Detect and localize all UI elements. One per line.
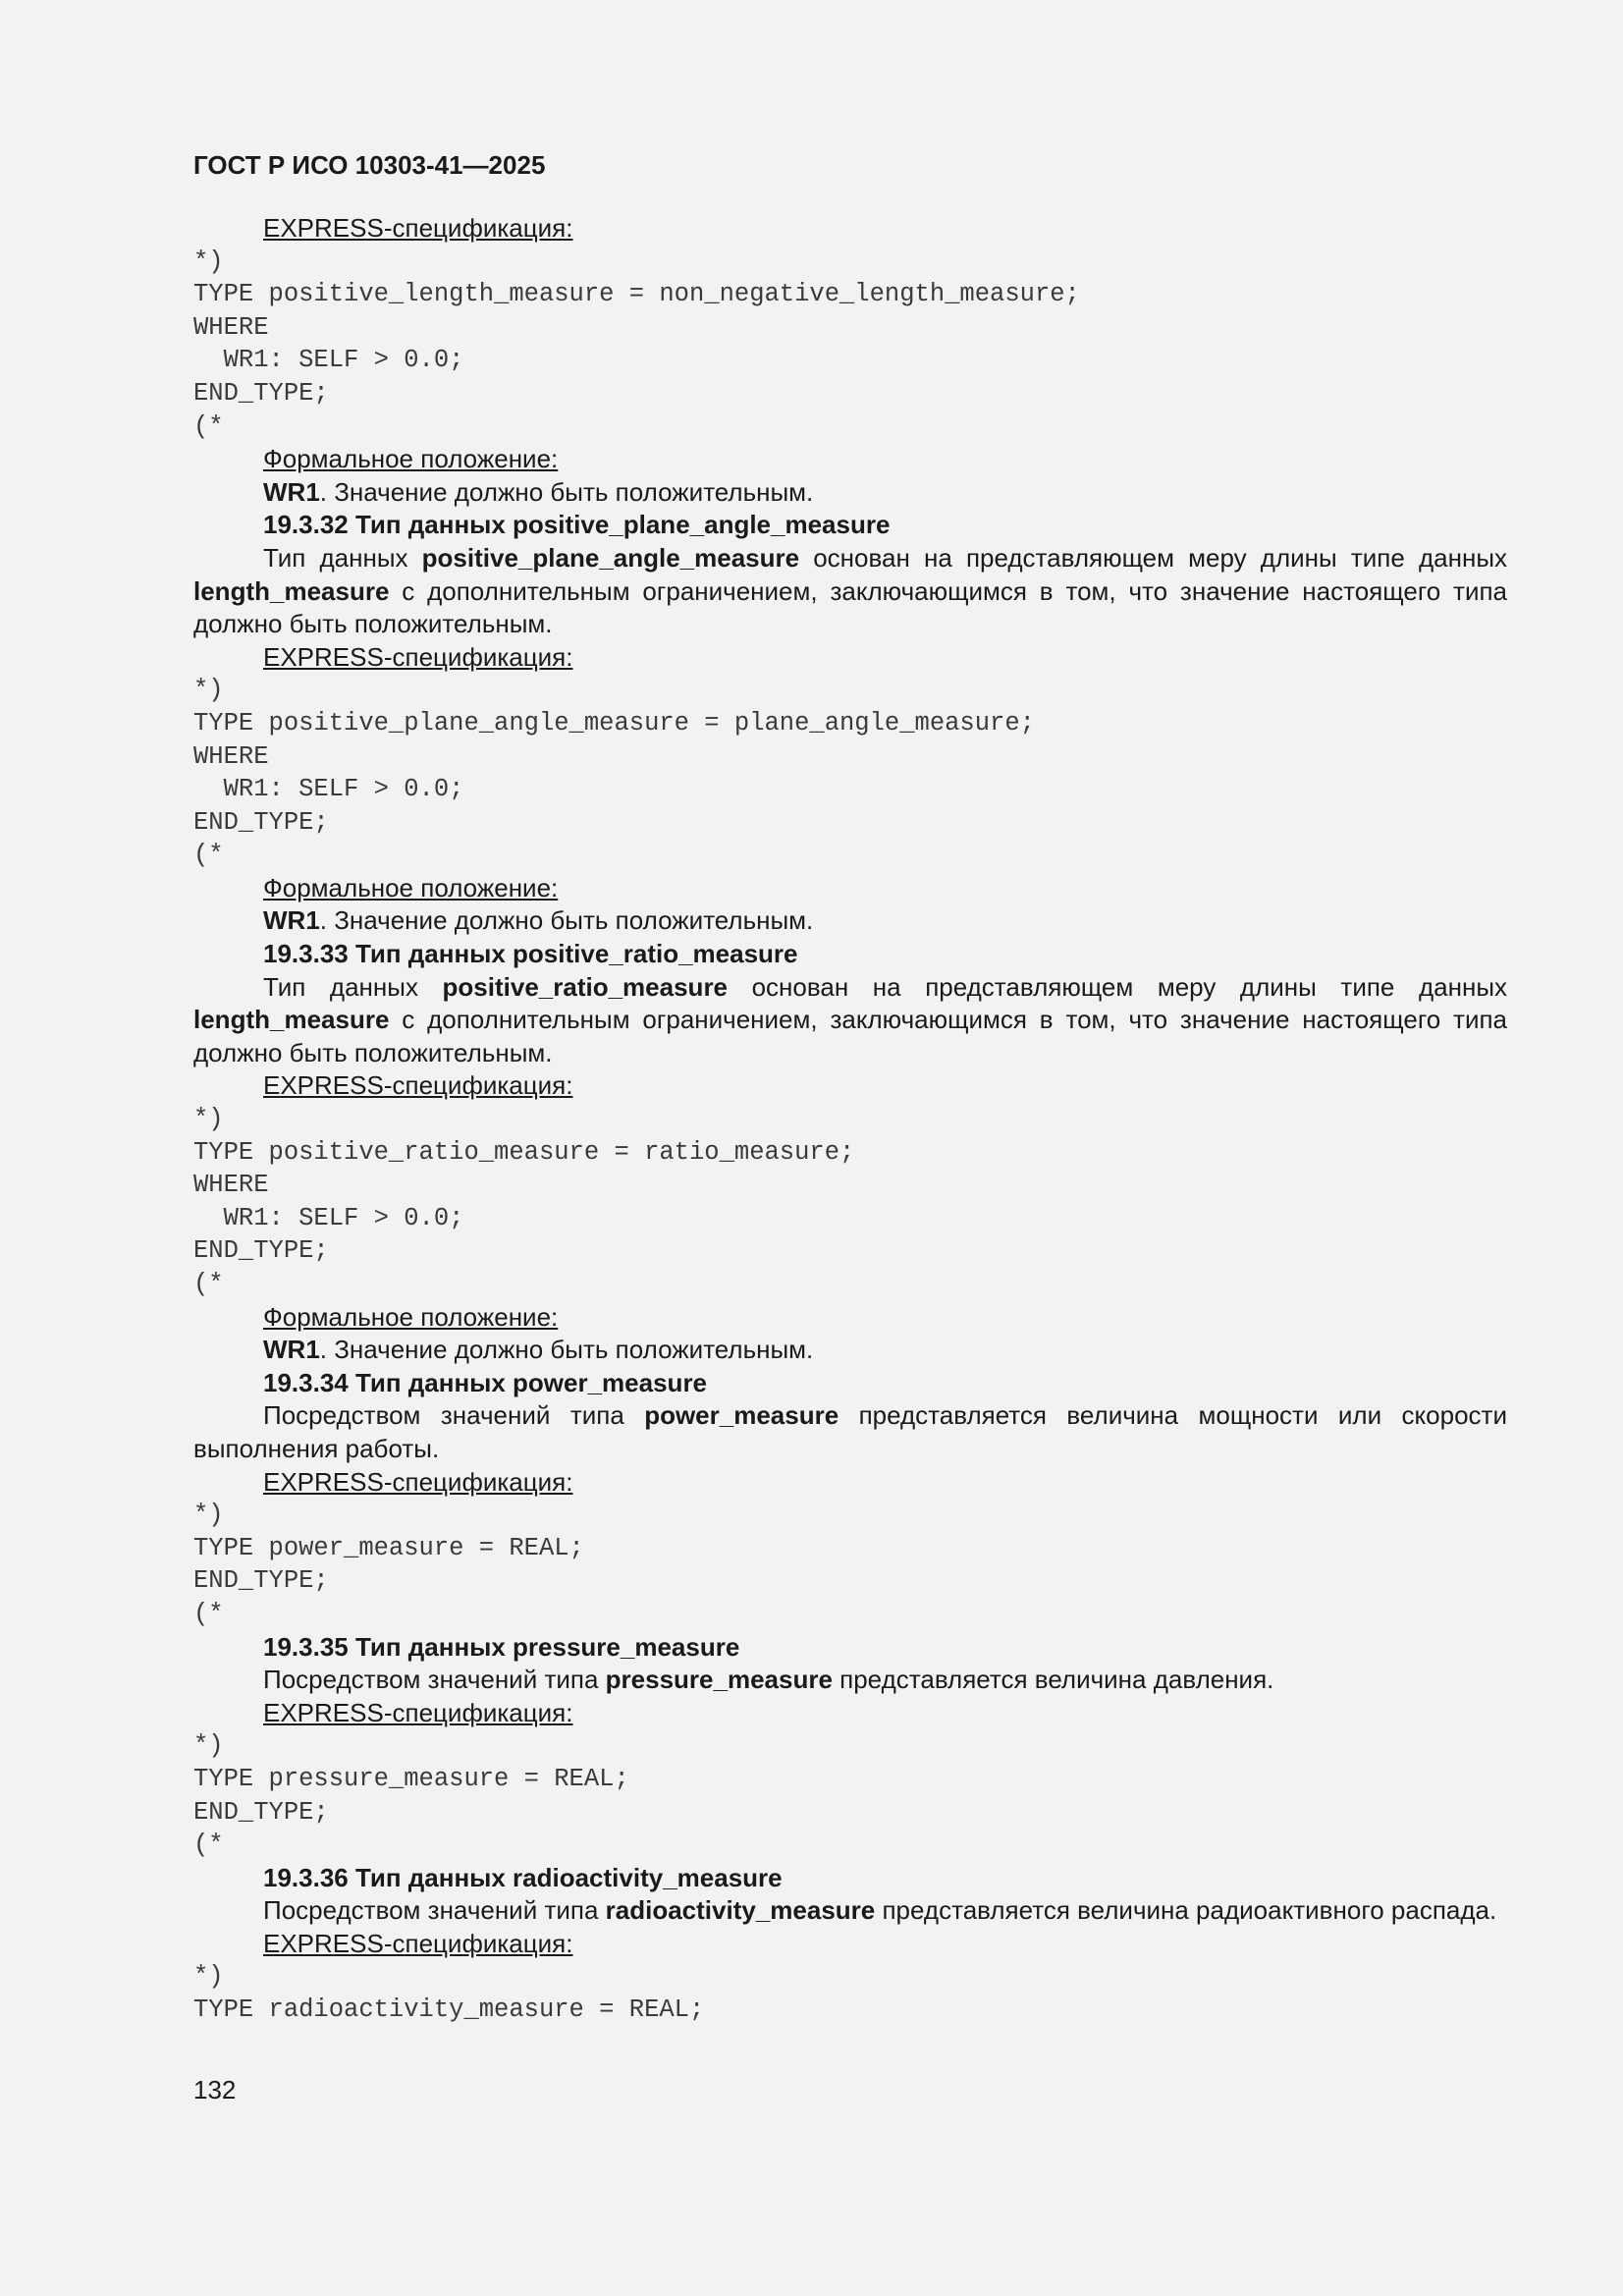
page-number: 132 <box>193 2075 237 2105</box>
text-run: . Значение должно быть положительным. <box>319 1335 814 1365</box>
code-line: END_TYPE; <box>193 1797 329 1827</box>
section-heading: 19.3.33 Тип данных positive_ratio_measure <box>263 939 798 969</box>
section-label: EXPRESS-спецификация: <box>263 1070 573 1101</box>
body-paragraph <box>193 1399 1507 1465</box>
code-line: TYPE positive_ratio_measure = ratio_measure; <box>193 1137 855 1167</box>
label-paragraph <box>193 1069 1507 1103</box>
body-paragraph <box>193 542 1507 641</box>
label-paragraph <box>193 1466 1507 1500</box>
code-line: TYPE power_measure = REAL; <box>193 1533 584 1562</box>
code-line: WHERE <box>193 741 269 771</box>
section-label: Формальное положение: <box>263 1301 559 1332</box>
bold-term: WR1 <box>263 1335 320 1365</box>
code-line: *) <box>193 676 224 705</box>
code-line: WHERE <box>193 1171 269 1200</box>
label-paragraph <box>193 1301 1507 1335</box>
text-run: . Значение должно быть положительным. <box>319 905 814 936</box>
label-paragraph <box>193 443 1507 476</box>
body-paragraph <box>193 971 1507 1070</box>
section-heading: 19.3.35 Тип данных pressure_measure <box>263 1631 740 1662</box>
bold-term: WR1 <box>263 905 320 936</box>
label-paragraph <box>193 1928 1507 1961</box>
text-run: представляется величина мощности или скорости выполнения работы. <box>193 1400 1507 1463</box>
label-paragraph <box>193 872 1507 905</box>
code-line: (* <box>193 841 224 870</box>
text-run: с дополнительным ограничением, заключающимся в том, что значение настоящего типа должно быть положительным. <box>193 575 1507 639</box>
section-label: Формальное положение: <box>263 872 559 902</box>
body-paragraph <box>193 904 1507 938</box>
bold-term: positive_plane_angle_measure <box>421 542 800 573</box>
code-line: *) <box>193 246 224 276</box>
label-paragraph <box>193 1697 1507 1730</box>
code-line: (* <box>193 411 224 441</box>
code-line: (* <box>193 1270 224 1298</box>
bold-term: positive_ratio_measure <box>442 971 729 1002</box>
text-run: Посредством значений типа <box>263 1400 645 1431</box>
code-line: *) <box>193 1501 224 1530</box>
section-label: EXPRESS-спецификация: <box>263 641 573 672</box>
text-run: Тип данных <box>263 542 422 573</box>
section-label: EXPRESS-спецификация: <box>263 1466 573 1497</box>
text-run: основан на представляющем меру длины типе данных <box>799 542 1508 573</box>
code-line: TYPE positive_length_measure = non_negative_length_measure; <box>193 280 1080 309</box>
body-paragraph <box>193 1894 1507 1928</box>
code-line: END_TYPE; <box>193 1236 329 1266</box>
body-paragraph <box>193 476 1507 510</box>
section-label: EXPRESS-спецификация: <box>263 213 573 243</box>
code-line: END_TYPE; <box>193 807 329 837</box>
code-line: *) <box>193 1105 224 1134</box>
label-paragraph <box>193 212 1507 246</box>
label-paragraph <box>193 641 1507 675</box>
section-heading: 19.3.32 Тип данных positive_plane_angle_measure <box>263 510 891 540</box>
bold-term: WR1 <box>263 476 320 507</box>
bold-term: power_measure <box>644 1400 839 1431</box>
code-line: *) <box>193 1962 224 1992</box>
code-line: WR1: SELF > 0.0; <box>193 775 464 804</box>
section-label: EXPRESS-спецификация: <box>263 1928 573 1958</box>
code-line: WR1: SELF > 0.0; <box>193 346 464 375</box>
code-line: WHERE <box>193 312 269 342</box>
code-line: TYPE pressure_measure = REAL; <box>193 1764 629 1793</box>
document-body <box>193 212 1507 2027</box>
bold-term: radioactivity_measure <box>605 1895 876 1926</box>
section-label: EXPRESS-спецификация: <box>263 1697 573 1727</box>
code-line: *) <box>193 1731 224 1761</box>
document-header: ГОСТ Р ИСО 10303-41—2025 <box>193 150 546 180</box>
section-heading: 19.3.34 Тип данных power_measure <box>263 1367 708 1397</box>
section-label: Формальное положение: <box>263 444 559 474</box>
code-line: (* <box>193 1599 224 1628</box>
bold-term: pressure_measure <box>605 1665 833 1695</box>
body-paragraph <box>193 1334 1507 1367</box>
text-run: с дополнительным ограничением, заключающимся в том, что значение настоящего типа должно быть положительным. <box>193 1005 1507 1067</box>
text-run: Посредством значений типа <box>263 1895 606 1926</box>
bold-term: length_measure <box>193 575 390 606</box>
code-line: TYPE positive_plane_angle_measure = plane_angle_measure; <box>193 708 1035 738</box>
text-run: Тип данных <box>263 971 443 1002</box>
text-run: Посредством значений типа <box>263 1665 606 1695</box>
section-heading: 19.3.36 Тип данных radioactivity_measure <box>263 1862 783 1892</box>
code-line: TYPE radioactivity_measure = REAL; <box>193 1995 705 2025</box>
code-line: (* <box>193 1831 224 1860</box>
text-run: представляется величина радиоактивного распада. <box>875 1895 1497 1926</box>
code-line: END_TYPE; <box>193 378 329 408</box>
body-paragraph <box>193 1664 1507 1697</box>
code-line: END_TYPE; <box>193 1566 329 1596</box>
text-run: представляется величина давления. <box>832 1665 1274 1695</box>
text-run: . Значение должно быть положительным. <box>319 476 814 507</box>
bold-term: length_measure <box>193 1005 390 1035</box>
document-page <box>193 147 1507 2027</box>
text-run: основан на представляющем меру длины типе данных <box>728 971 1508 1002</box>
code-line: WR1: SELF > 0.0; <box>193 1203 464 1232</box>
